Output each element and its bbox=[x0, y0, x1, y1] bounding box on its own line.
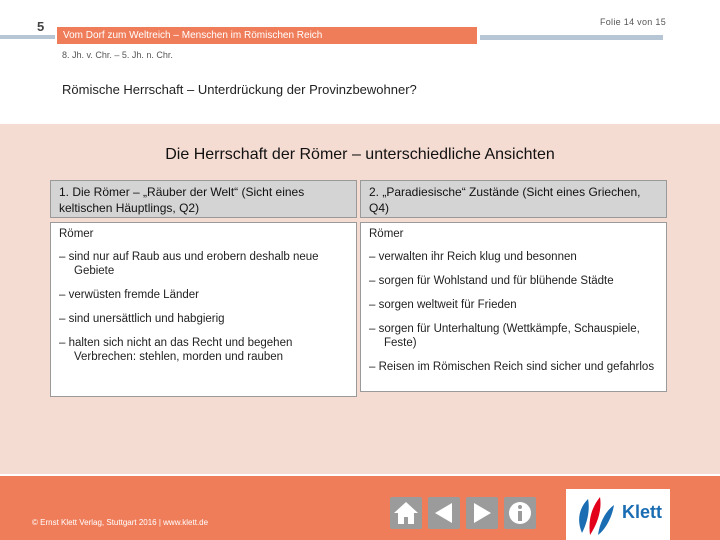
right-column-heading: 2. „Paradiesische“ Zustände (Sicht eines Griechen, Q4) bbox=[360, 180, 667, 218]
home-button[interactable] bbox=[390, 497, 422, 529]
list-item: – Reisen im Römischen Reich sind sicher und gefahrlos bbox=[369, 361, 655, 373]
list-item: – halten sich nicht an das Recht und begehen Verbrechen: stehlen, morden und rauben bbox=[59, 337, 293, 363]
list-item: – sind unersättlich und habgierig bbox=[59, 313, 225, 325]
list-item: – sorgen für Wohlstand und für blühende Städte bbox=[369, 275, 614, 287]
slide-title: Römische Herrschaft – Unterdrückung der Provinzbewohner? bbox=[62, 82, 417, 97]
forward-icon bbox=[466, 497, 498, 529]
slide-counter: Folie 14 von 15 bbox=[599, 17, 666, 27]
list-item: – sorgen für Unterhaltung (Wettkämpfe, Schauspiele, Feste) bbox=[369, 323, 640, 349]
right-column-body bbox=[360, 222, 667, 392]
left-column-body bbox=[50, 222, 357, 397]
back-icon bbox=[428, 497, 460, 529]
right-column-subhead: Römer bbox=[369, 228, 404, 240]
chapter-title: Vom Dorf zum Weltreich – Menschen im Römischen Reich bbox=[63, 30, 323, 41]
chapter-number: 5 bbox=[37, 19, 45, 34]
back-button[interactable] bbox=[428, 497, 460, 529]
list-item: – verwalten ihr Reich klug und besonnen bbox=[369, 251, 577, 263]
list-item: – sind nur auf Raub aus und erobern deshalb neue Gebiete bbox=[59, 251, 319, 277]
section-title: Die Herrschaft der Römer – unterschiedliche Ansichten bbox=[165, 146, 555, 163]
chapter-title-bar bbox=[57, 27, 477, 44]
left-column-subhead: Römer bbox=[59, 228, 94, 240]
header-rule-left bbox=[0, 35, 55, 39]
info-icon bbox=[504, 497, 536, 529]
klett-logo[interactable] bbox=[566, 489, 670, 540]
klett-logo-text: Klett bbox=[622, 502, 662, 522]
date-range: 8. Jh. v. Chr. – 5. Jh. n. Chr. bbox=[62, 50, 173, 60]
klett-logo-mark bbox=[570, 489, 620, 540]
list-item: – sorgen weltweit für Frieden bbox=[369, 299, 517, 311]
header-rule-right bbox=[480, 35, 663, 40]
forward-button[interactable] bbox=[466, 497, 498, 529]
home-icon bbox=[390, 497, 422, 529]
info-button[interactable] bbox=[504, 497, 536, 529]
list-item: – verwüsten fremde Länder bbox=[59, 289, 199, 301]
left-column-heading: 1. Die Römer – „Räuber der Welt“ (Sicht eines keltischen Häuptlings, Q2) bbox=[50, 180, 357, 218]
copyright: © Ernst Klett Verlag, Stuttgart 2016 | www.klett.de bbox=[32, 518, 209, 527]
